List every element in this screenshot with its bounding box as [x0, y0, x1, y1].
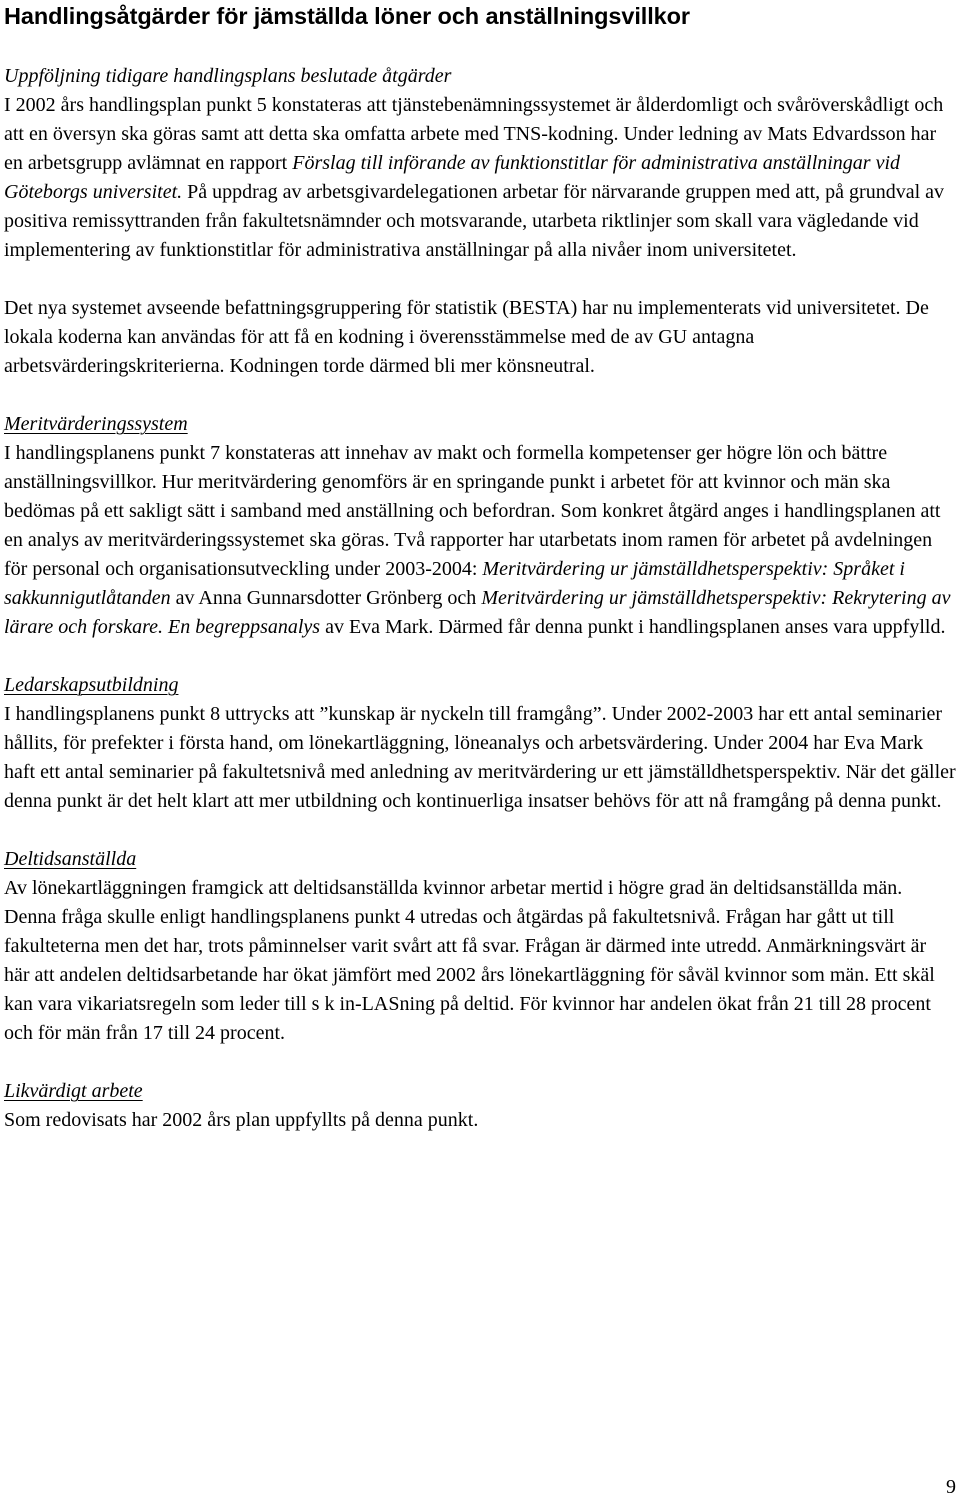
section-parttime: [4, 845, 956, 1048]
leadership-text: I handlingsplanens punkt 8 uttrycks att ”kunskap är nyckeln till framgång”. Under 2002-2003 har ett antal seminarier hållits, för prefekter i första hand, om lönekartläggning, löneanalys och arbetsvärdering. Under 2004 har Eva Mark haft ett antal seminarier på fakultetsnivå med anledning av meritvärdering ur ett jämställdhetsperspektiv. När det gäller denna punkt är det helt klart att mer utbildning och kontinuerliga insatser behövs för att nå framgång på denna punkt.: [4, 703, 956, 812]
section-heading-equal-work: Likvärdigt arbete: [4, 1080, 143, 1102]
besta-paragraph: Det nya systemet avseende befattningsgruppering för statistik (BESTA) har nu implementerats vid universitetet. De lokala koderna kan användas för att få en kodning i överensstämmelse med de av GU antagna arbetsvärderingskriterierna. Kodningen torde därmed bli mer könsneutral.: [4, 297, 929, 377]
equal-work-text: Som redovisats har 2002 års plan uppfyllts på denna punkt.: [4, 1109, 479, 1131]
section-leadership: [4, 671, 956, 816]
merit-report-title-2: Meritvärdering ur jämställdhetsperspektiv: Rekrytering av lärare och forskare. En begreppsanalys: [4, 587, 951, 638]
merit-text-a: I handlingsplanens punkt 7 konstateras att innehav av makt och formella kompetenser ger högre lön och bättre anställningsvillkor. Hur meritvärdering genomförs är en springande punkt i arbetet för att kvinnor och män ska bedömas på ett sakligt sätt i samband med anställning och befordran. Som konkret åtgärd anges i handlingsplanen att en analys av meritvärderingssystemet ska göras. Två rapporter har utarbetats inom ramen för arbetet på avdelningen för personal och organisationsutveckling under 2003-2004:: [4, 442, 941, 580]
section-equal-work: [4, 1077, 956, 1135]
followup-text-a: I 2002 års handlingsplan punkt 5 konstateras att tjänstebenämningssystemet är ålderdomligt och svåröverskådligt och att en översyn ska göras samt att detta ska omfatta arbete med TNS-kodning. Under ledning av Mats Edvardsson har en arbetsgrupp avlämnat en rapport: [4, 94, 944, 174]
section-merit: [4, 410, 956, 642]
section-heading-merit: Meritvärderingssystem: [4, 413, 188, 435]
merit-text-b: av Anna Gunnarsdotter Grönberg och: [170, 587, 482, 609]
section-followup: [4, 62, 956, 265]
report-title-funktionstitlar: Förslag till införande av funktionstitlar för administrativa anställningar vid Göteborgs universitet.: [4, 152, 901, 203]
section-besta: [4, 294, 956, 381]
section-heading-leadership: Ledarskapsutbildning: [4, 674, 179, 696]
merit-report-title-1: Meritvärdering ur jämställdhetsperspektiv: Språket i sakkunnigutlåtanden: [4, 558, 905, 609]
page-number: 9: [946, 1476, 956, 1498]
section-heading-parttime: Deltidsanställda: [4, 848, 137, 870]
merit-text-c: av Eva Mark. Därmed får denna punkt i handlingsplanen anses vara uppfylld.: [320, 616, 946, 638]
parttime-text: Av lönekartläggningen framgick att deltidsanställda kvinnor arbetar mertid i högre grad än deltidsanställda män. Denna fråga skulle enligt handlingsplanens punkt 4 utredas och åtgärdas på fakultetsnivå. Frågan har gått ut till fakulteterna men det har, trots påminnelser varit svårt att få svar. Frågan är därmed inte utredd. Anmärkningsvärt är här att andelen deltidsarbetande har ökat jämfört med 2002 års lönekartläggning för såväl kvinnor som män. Ett skäl kan vara vikariatsregeln som leder till s k in-LASning på deltid. För kvinnor har andelen ökat från 21 till 28 procent och för män från 17 till 24 procent.: [4, 877, 935, 1044]
page-title: Handlingsåtgärder för jämställda löner och anställningsvillkor: [4, 3, 690, 29]
followup-text-b: På uppdrag av arbetsgivardelegationen arbetar för närvarande gruppen med att, på grundval av positiva remissyttranden från fakultetsnämnder och motsvarande, utarbeta riktlinjer som skall vara vägledande vid implementering av funktionstitlar för administrativa anställningar på alla nivåer inom universitetet.: [4, 181, 945, 261]
document-page: [4, 0, 956, 1135]
section-heading-followup: Uppföljning tidigare handlingsplans beslutade åtgärder: [4, 65, 452, 87]
